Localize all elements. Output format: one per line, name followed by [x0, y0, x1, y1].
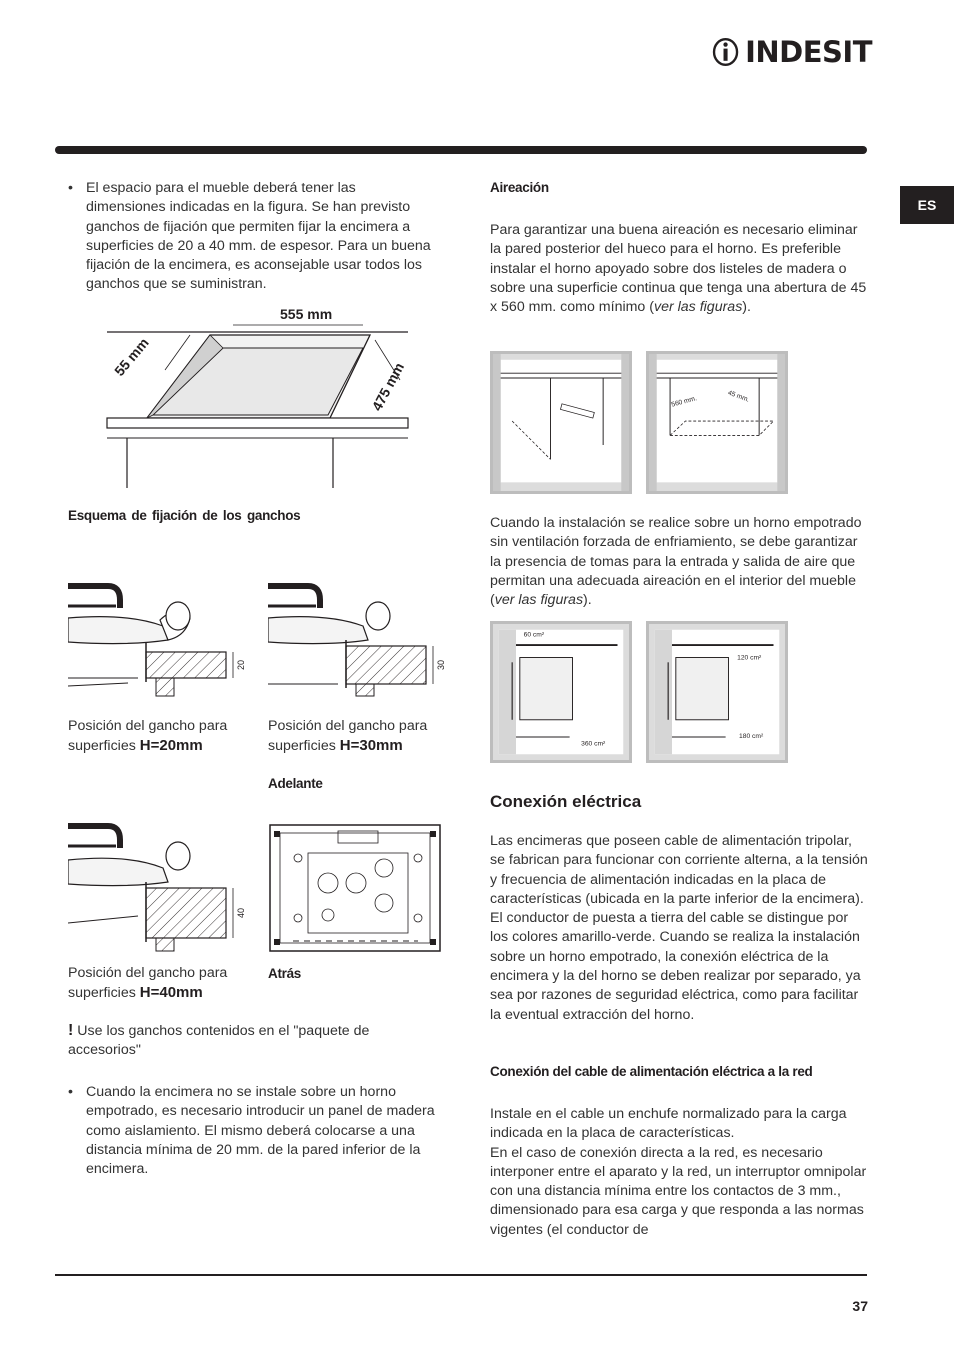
aeration-italic: ver las figuras — [653, 299, 743, 316]
insulation-bullet — [68, 1083, 440, 1179]
vent-180: 180 cm² — [739, 732, 764, 740]
install-end: ). — [583, 592, 592, 609]
cutout-width-label: 555 mm — [280, 306, 333, 322]
language-tab: ES — [900, 186, 954, 224]
cable-text-1: Instale en el cable un enchufe normalizado para la carga indicada en la placa de características. — [490, 1106, 847, 1142]
scheme-title: Esquema de fijación de los ganchos — [68, 508, 301, 523]
page-number: 37 — [852, 1298, 868, 1314]
front-label: Adelante — [268, 776, 323, 791]
hook-value: H=20mm — [139, 737, 203, 755]
aeration-dim-45: 45 mm. — [726, 389, 751, 404]
note-mark: ! — [68, 1022, 74, 1039]
hook-caption-20 — [68, 717, 258, 757]
install-paragraph — [490, 514, 870, 610]
intro-text: El espacio para el mueble deberá tener las dimensiones indicadas en la figura. Se han previsto ganchos de fijación que permiten fijar la encimera a superficies de 20 a 40 mm. de espesor. Para un buena fijación de la encimera, es aconsejable usar todos los ganchos que se suministran. — [86, 180, 431, 293]
vent-120: 120 cm² — [737, 654, 762, 662]
caption-line: Posición del gancho para — [68, 965, 228, 981]
install-italic: ver las figuras — [494, 592, 584, 609]
aeration-end: ). — [742, 299, 751, 316]
hob-underside-diagram — [268, 823, 442, 953]
hook-value: H=40mm — [139, 984, 203, 1002]
caption-line: superficies — [268, 738, 340, 755]
hook-caption-40 — [68, 964, 258, 1004]
aeration-title: Aireación — [490, 180, 549, 195]
caption-line: Posición del gancho para — [268, 718, 428, 734]
bullet-dot: • — [68, 180, 73, 196]
back-label: Atrás — [268, 966, 302, 981]
hook-dim-40: 40 — [236, 907, 246, 919]
cutout-depth-label: 475 mm — [368, 359, 408, 414]
indesit-i-icon — [712, 30, 739, 74]
aeration-text: Para garantizar una buena aireación es necesario eliminar la pared posterior del hueco para el horno. Es preferible instalar el horno apoyado sobre dos listeles de madera o sobre una superficie continua que tenga una abertura de 45 x 560 mm. como mínimo ( — [490, 222, 867, 316]
hook-value: H=30mm — [339, 737, 403, 755]
header-rule — [55, 146, 867, 154]
brand-name: INDESIT — [745, 35, 872, 69]
caption-line: superficies — [68, 738, 140, 755]
accessory-note — [68, 1021, 438, 1061]
ventilation-figure-2 — [646, 621, 788, 763]
hook-diagram-20 — [68, 578, 248, 698]
aeration-figure-2 — [646, 351, 788, 494]
footer-rule — [55, 1274, 867, 1276]
connection-paragraph: Las encimeras que poseen cable de alimentación tripolar, se fabrican para funcionar con corriente alterna, a la tensión y frecuencia de alimentación indicadas en la placa de características (ubicada en la parte inferior de la encimera). El conductor de puesta a tierra del cable se distingue por los colores amarillo-verde. Cuando se realiza la instalación sobre un horno empotrado, la conexión eléctrica de la encimera y la del horno se deben realizar por separado, ya sea por razones de seguridad eléctrica, como para facilitar la eventual extracción del horno. — [490, 833, 868, 1023]
hook-caption-30 — [268, 717, 458, 757]
note-text: Use los ganchos contenidos en el "paquete de accesorios" — [68, 1023, 370, 1059]
vent-360: 360 cm² — [581, 740, 606, 748]
hook-diagram-40 — [68, 818, 248, 953]
brand-logo — [712, 30, 872, 74]
intro-bullet — [68, 179, 438, 295]
insulation-text: Cuando la encimera no se instale sobre un horno empotrado, es necesario introducir un panel de madera como aislamiento. El mismo deberá colocarse a una distancia mínima de 20 mm. de la pared inferior de la encimera. — [86, 1084, 435, 1178]
install-text: Cuando la instalación se realice sobre un horno empotrado sin ventilación forzada de enfriamiento, se debe garantizar la presencia de tomas para la entrada y salida de aire que permitan una adecuada aireación en el interior del mueble ( — [490, 515, 862, 609]
bullet-dot: • — [68, 1084, 73, 1100]
cutout-front-label: 55 mm — [111, 334, 152, 379]
hook-dim-20: 20 — [236, 659, 246, 671]
aeration-dim-560: 560 mm. — [670, 395, 698, 409]
aeration-figure-1 — [490, 351, 632, 494]
aeration-paragraph — [490, 221, 870, 317]
cable-text-2: En el caso de conexión directa a la red, es necesario interponer entre el aparato y la red, un interruptor omnipolar con una distancia mínima entre los contactos de 3 mm., dimensionado para esa carga y que responda a las normas vigentes (el conductor de — [490, 1144, 867, 1238]
cable-paragraph — [490, 1105, 870, 1240]
ventilation-figure-1 — [490, 621, 632, 763]
caption-line: superficies — [68, 985, 140, 1002]
hook-dim-30: 30 — [436, 659, 446, 671]
cable-title: Conexión del cable de alimentación eléctrica a la red — [490, 1064, 813, 1079]
connection-title: Conexión eléctrica — [490, 792, 642, 811]
caption-line: Posición del gancho para — [68, 718, 228, 734]
hook-diagram-30 — [268, 578, 448, 698]
vent-60: 60 cm² — [523, 631, 545, 639]
cutout-diagram — [105, 300, 410, 490]
